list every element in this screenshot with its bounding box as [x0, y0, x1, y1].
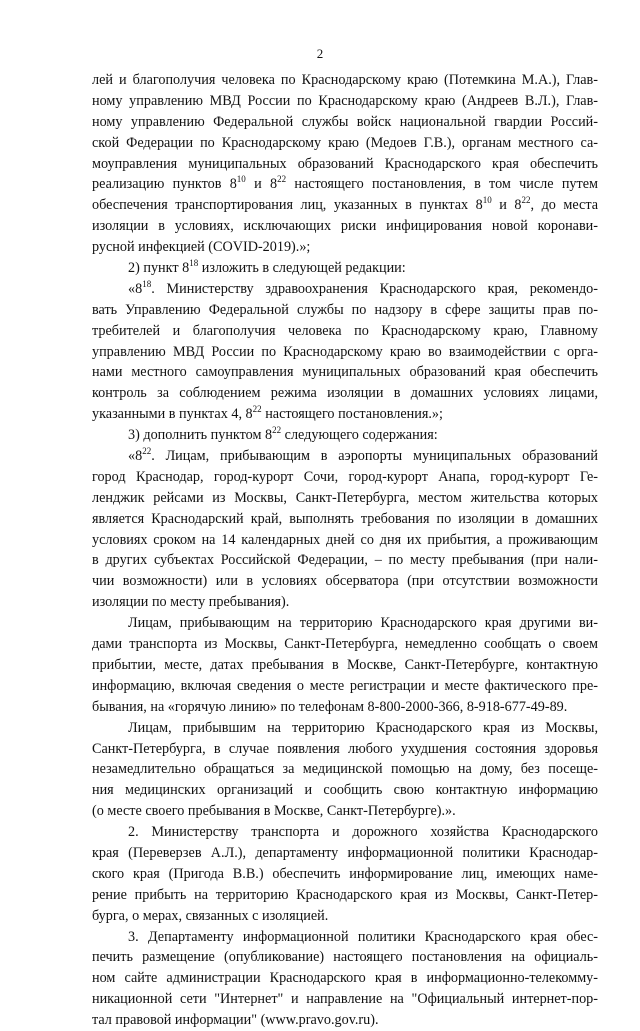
text-line: 3. Департаменту информационной политики Краснодарского края обес- — [128, 928, 598, 945]
text-line: ному управлению МВД России по Краснодарскому краю (Андреев В.Л.), Глав- — [92, 92, 598, 109]
text-line: обеспечения транспортирования лиц, указанных в пунктах $8^{10}$ и $8^{22}$, до места — [92, 195, 598, 214]
text-line: края (Переверзев А.Л.), департаменту информационной политики Краснодар- — [92, 844, 598, 861]
document-body — [92, 70, 598, 1031]
text-line: ской Федерации по Краснодарскому краю (Медоев Г.В.), органам местного са- — [92, 134, 598, 151]
text-line: указанными в пунктах 4, $8^{22}$ настоящего постановления.»; — [92, 404, 443, 423]
text-line: город Краснодар, город-курорт Сочи, город-курорт Анапа, город-курорт Ге- — [92, 468, 598, 485]
text-line: ному управлению Федеральной службы войск национальной гвардии Россий- — [92, 113, 598, 130]
text-line: «$8^{22}$. Лицам, прибывающим в аэропорты муниципальных образований — [128, 446, 598, 465]
text-line: дами транспорта из Москвы, Санкт-Петербурга, немедленно сообщать о своем — [92, 636, 598, 653]
text-line: Санкт-Петербурга, в случае появления любого ухудшения состояния здоровья — [92, 740, 598, 757]
text-line: изоляции по месту пребывания). — [92, 594, 290, 611]
text-line: бурга, о мерах, связанных с изоляцией. — [92, 907, 329, 924]
text-line: является Краснодарский край, выполнять требования по изоляции в домашних — [92, 510, 598, 527]
text-line: лей и благополучия человека по Краснодарскому краю (Потемкина М.А.), Глав- — [92, 72, 598, 88]
text-line: печить размещение (опубликование) настоящего постановления на официаль- — [92, 949, 598, 966]
text-line: ского края (Пригода В.В.) обеспечить информирование лиц, имеющих наме- — [92, 865, 598, 882]
text-line: рение прибыть на территорию Краснодарского края из Москвы, Санкт-Петер- — [92, 886, 598, 903]
text-line: русной инфекцией (COVID-2019).»; — [92, 239, 311, 256]
text-line: никационной сети "Интернет" и направление на "Официальный интернет-пор- — [92, 991, 598, 1008]
text-line: Лицам, прибывшим на территорию Краснодарского края из Москвы, — [128, 719, 598, 736]
text-line: информацию, включая сведения о месте регистрации и месте фактического пре- — [92, 677, 598, 694]
text-line: Лицам, прибывающим на территорию Краснодарского края другими ви- — [128, 615, 598, 632]
text-line: незамедлительно обращаться за медицинской помощью на дому, без посеще- — [92, 761, 598, 778]
text-line: 2) пункт $8^{18}$ изложить в следующей редакции: — [128, 258, 406, 277]
text-line: в других субъектах Российской Федерации, – по месту пребывания (при нали- — [92, 552, 598, 569]
text-line: контроль за соблюдением режима изоляции в домашних условиях лицами, — [92, 385, 598, 402]
text-line: 3) дополнить пунктом $8^{22}$ следующего содержания: — [128, 425, 438, 444]
text-line: ном сайте администрации Краснодарского края в информационно-телекомму- — [92, 970, 598, 987]
text-line: тал правовой информации" (www.pravo.gov.ru). — [92, 1012, 379, 1029]
text-line: (о месте своего пребывания в Москве, Санкт-Петербурге).». — [92, 803, 456, 820]
text-line: условиях сроком на 14 календарных дней со дня их прибытия, а проживающим — [92, 531, 598, 548]
text-line: нами местного самоуправления муниципальных образований края обеспечить — [92, 364, 598, 381]
text-line: управлению МВД России по Краснодарскому краю во взаимодействии с орга- — [92, 343, 598, 360]
text-line: вать Управлению Федеральной службы по надзору в сфере защиты прав по- — [92, 301, 598, 318]
text-line: бывания, на «горячую линию» по телефонам 8-800-2000-366, 8-918-677-49-89. — [92, 698, 568, 715]
page-number: 2 — [316, 46, 324, 61]
text-line: изоляции в условиях, исключающих риски инфицирования новой коронави- — [92, 218, 598, 235]
text-line: реализацию пунктов $8^{10}$ и $8^{22}$ настоящего постановления, в том числе путем — [92, 174, 599, 193]
text-line: моуправления муниципальных образований Краснодарского края обеспечить — [92, 155, 598, 172]
text-line: ния медицинских организаций и сообщить свою контактную информацию — [92, 782, 598, 799]
text-line: «$8^{18}$. Министерству здравоохранения Краснодарского края, рекомендо- — [128, 278, 598, 297]
text-line: ленджик рейсами из Москвы, Санкт-Петербурга, местом жительства которых — [92, 489, 598, 506]
text-line: чии возможности) или в условиях обсерватора (при отсутствии возможности — [92, 573, 598, 590]
text-line: требителей и благополучия человека по Краснодарскому краю, Главному — [92, 322, 598, 339]
text-line: 2. Министерству транспорта и дорожного хозяйства Краснодарского — [128, 824, 598, 841]
text-line: прибытии, месте, датах пребывания в Москве, Санкт-Петербурге, контактную — [92, 656, 598, 673]
